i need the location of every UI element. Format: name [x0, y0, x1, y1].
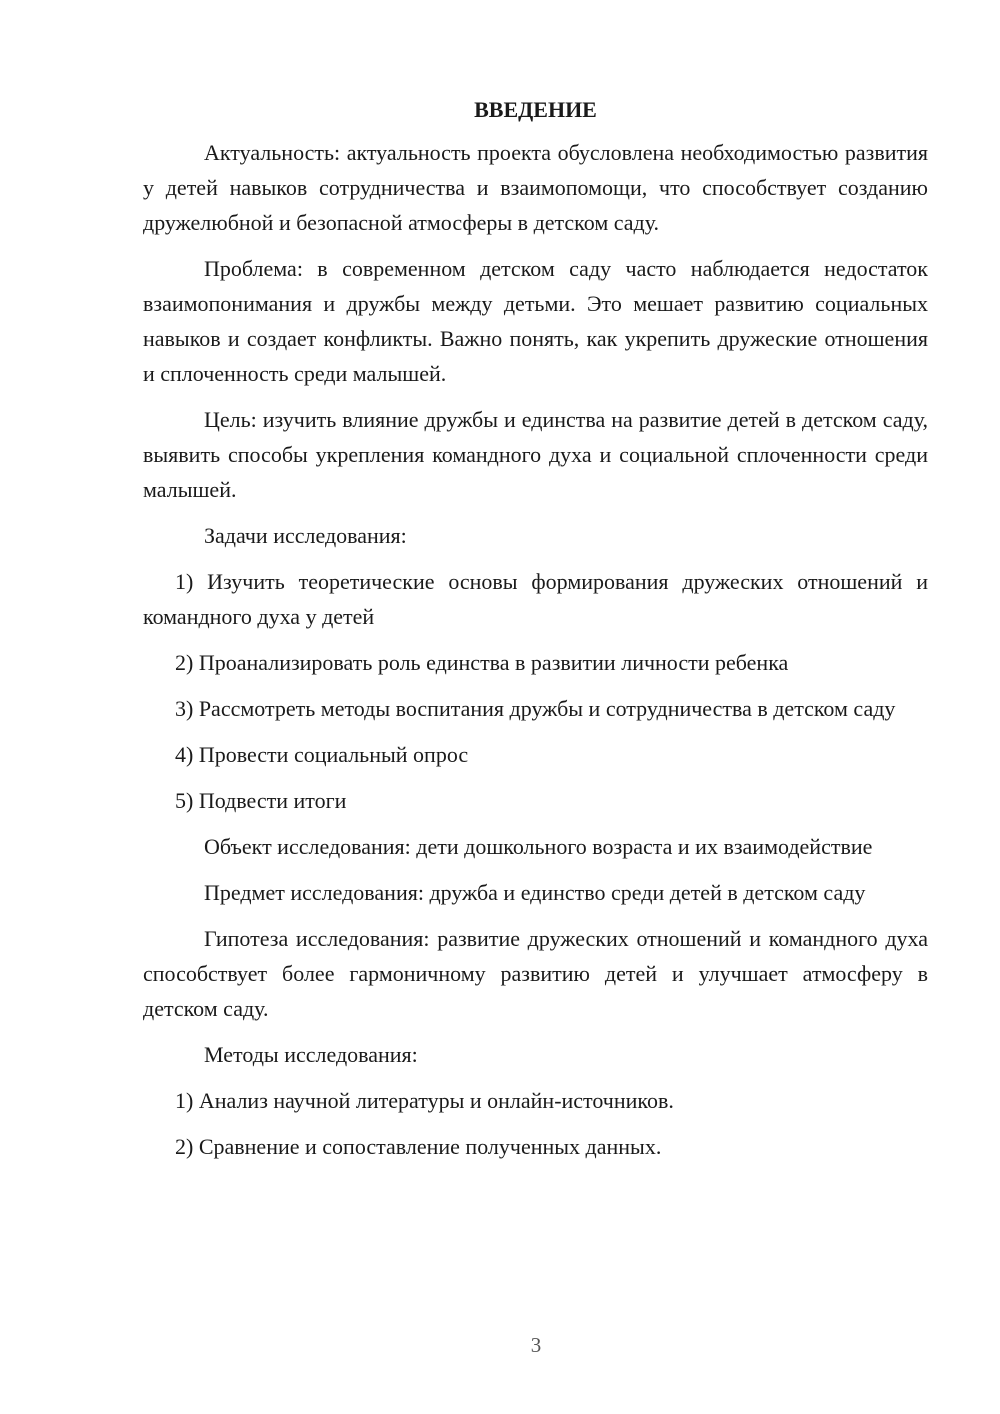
task-item: 3) Рассмотреть методы воспитания дружбы и сотрудничества в детском саду: [175, 696, 896, 721]
paragraph-hypothesis: Гипотеза исследования: развитие дружеских отношений и командного духа способствует более гармоничному развитию детей и улучшает атмосферу в детском саду.: [143, 926, 928, 1021]
paragraph-problem: Проблема: в современном детском саду часто наблюдается недостаток взаимопонимания и дружбы между детьми. Это мешает развитию социальных навыков и создает конфликты. Важно понять, как укрепить дружеские отношения и сплоченность среди малышей.: [143, 256, 928, 386]
page-number: 3: [530, 1333, 542, 1357]
document-page: [143, 92, 928, 1175]
method-item: 1) Анализ научной литературы и онлайн-источников.: [175, 1088, 674, 1113]
task-item: 2) Проанализировать роль единства в развитии личности ребенка: [175, 650, 789, 675]
task-item: 1) Изучить теоретические основы формирования дружеских отношений и командного духа у детей: [143, 569, 928, 629]
page-title: ВВЕДЕНИЕ: [474, 97, 597, 122]
methods-heading: Методы исследования:: [204, 1042, 418, 1067]
method-item: 2) Сравнение и сопоставление полученных данных.: [175, 1134, 662, 1159]
paragraph-object: Объект исследования: дети дошкольного возраста и их взаимодействие: [204, 834, 873, 859]
task-item: 4) Провести социальный опрос: [175, 742, 469, 767]
paragraph-subject: Предмет исследования: дружба и единство среди детей в детском саду: [204, 880, 866, 905]
paragraph-relevance: Актуальность: актуальность проекта обусловлена необходимостью развития у детей навыков сотрудничества и взаимопомощи, что способствует созданию дружелюбной и безопасной атмосферы в детском саду.: [143, 140, 928, 235]
paragraph-goal: Цель: изучить влияние дружбы и единства на развитие детей в детском саду, выявить способы укрепления командного духа и социальной сплоченности среди малышей.: [143, 407, 928, 502]
task-item: 5) Подвести итоги: [175, 788, 347, 813]
tasks-heading: Задачи исследования:: [204, 523, 407, 548]
